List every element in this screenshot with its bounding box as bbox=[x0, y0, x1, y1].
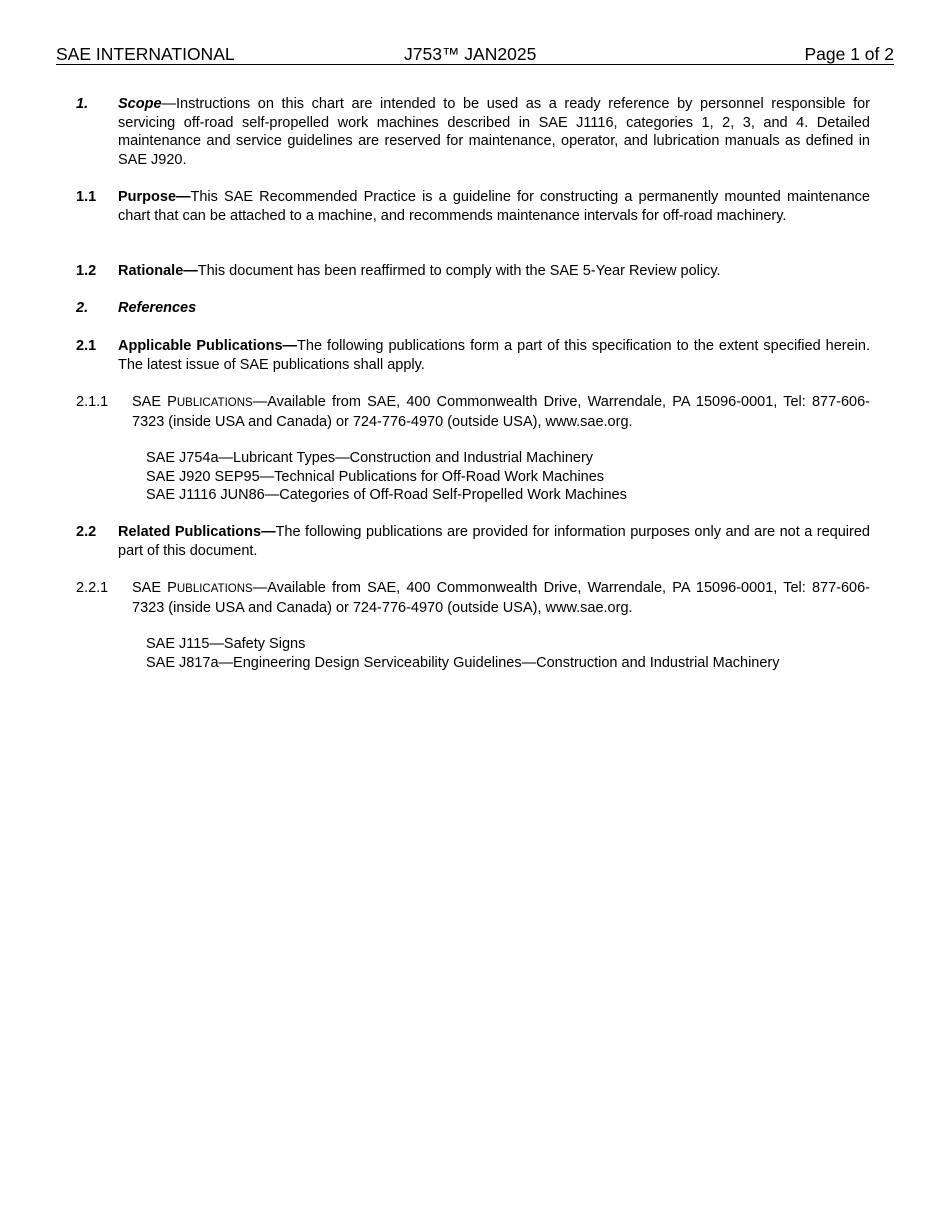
section-number: 1.2 bbox=[76, 263, 97, 279]
page-header bbox=[56, 44, 894, 65]
section-text: This document has been reaffirmed to comply with the SAE 5-Year Review policy. bbox=[197, 263, 721, 279]
section-title: Rationale— bbox=[118, 263, 198, 279]
section-number: 2.1 bbox=[76, 338, 97, 354]
header-page-number: Page 1 of 2 bbox=[804, 44, 894, 64]
section-text: The following publications are provided for information purposes only and are not a required part of this document. bbox=[118, 524, 870, 559]
section-number: 2.2 bbox=[76, 524, 97, 540]
section-related-publications bbox=[76, 523, 870, 560]
section-title: References bbox=[118, 300, 197, 316]
section-text: This SAE Recommended Practice is a guideline for constructing a permanently mounted maintenance chart that can be attached to a machine, and recommends maintenance intervals for off-road machinery. bbox=[118, 189, 870, 224]
related-publications-list bbox=[146, 635, 780, 672]
section-text: —Available from SAE, 400 Commonwealth Drive, Warrendale, PA 15096-0001, Tel: 877-606-7323 (inside USA and Canada) or 724-776-4970 (outside USA), www.sae.org. bbox=[132, 394, 870, 430]
header-org: SAE INTERNATIONAL bbox=[56, 44, 235, 64]
smallcaps-label-rest: UBLICATIONS bbox=[176, 397, 253, 409]
section-title: Related Publications— bbox=[118, 524, 276, 540]
section-text: —Instructions on this chart are intended to be used as a ready reference by personnel responsible for servicing off-road self-propelled work machines described in SAE J1116, categories 1, 2, 3, and 4. Detailed maintenance and service guidelines are reserved for maintenance, operator, and lubrication manuals as defined in SAE J920. bbox=[118, 96, 870, 168]
section-references bbox=[76, 299, 870, 318]
section-applicable-publications bbox=[76, 337, 870, 374]
section-text: —Available from SAE, 400 Commonwealth Drive, Warrendale, PA 15096-0001, Tel: 877-606-7323 (inside USA and Canada) or 724-776-4970 (outside USA), www.sae.org. bbox=[132, 580, 870, 616]
list-item: SAE J115—Safety Signs bbox=[146, 636, 306, 652]
section-body bbox=[132, 393, 870, 431]
section-body bbox=[118, 523, 870, 560]
list-item: SAE J1116 JUN86—Categories of Off-Road Self-Propelled Work Machines bbox=[146, 487, 627, 504]
section-title: Applicable Publications— bbox=[118, 338, 298, 354]
section-related-sae-publications bbox=[76, 579, 870, 617]
smallcaps-label-initial: SAE P bbox=[132, 580, 177, 596]
section-number: 1.1 bbox=[76, 189, 97, 205]
section-title: Scope bbox=[118, 96, 162, 112]
list-item: SAE J920 SEP95—Technical Publications for Off-Road Work Machines bbox=[146, 468, 605, 485]
section-body bbox=[118, 262, 870, 281]
header-doc-id: J753™ JAN2025 bbox=[404, 44, 537, 64]
section-body bbox=[118, 188, 870, 225]
smallcaps-label-initial: SAE P bbox=[132, 394, 177, 410]
section-body bbox=[118, 95, 870, 169]
section-number: 2.2.1 bbox=[76, 580, 109, 596]
section-purpose bbox=[76, 188, 870, 225]
section-body bbox=[118, 299, 870, 318]
list-item: SAE J754a—Lubricant Types—Construction and Industrial Machinery bbox=[146, 450, 594, 466]
section-text: The following publications form a part of this specification to the extent specified herein. The latest issue of SAE publications shall apply. bbox=[118, 338, 870, 373]
section-body bbox=[118, 337, 870, 374]
section-number: 2. bbox=[76, 300, 89, 316]
section-applicable-sae-publications bbox=[76, 393, 870, 431]
list-item: SAE J817a—Engineering Design Serviceability Guidelines—Construction and Industrial Machinery bbox=[146, 654, 780, 671]
applicable-publications-list bbox=[146, 449, 627, 505]
section-title: Purpose— bbox=[118, 189, 191, 205]
smallcaps-label-rest: UBLICATIONS bbox=[176, 583, 253, 595]
section-number: 2.1.1 bbox=[76, 394, 109, 410]
section-body bbox=[132, 579, 870, 617]
section-rationale bbox=[76, 262, 870, 281]
section-scope bbox=[76, 95, 870, 169]
section-number: 1. bbox=[76, 96, 89, 112]
